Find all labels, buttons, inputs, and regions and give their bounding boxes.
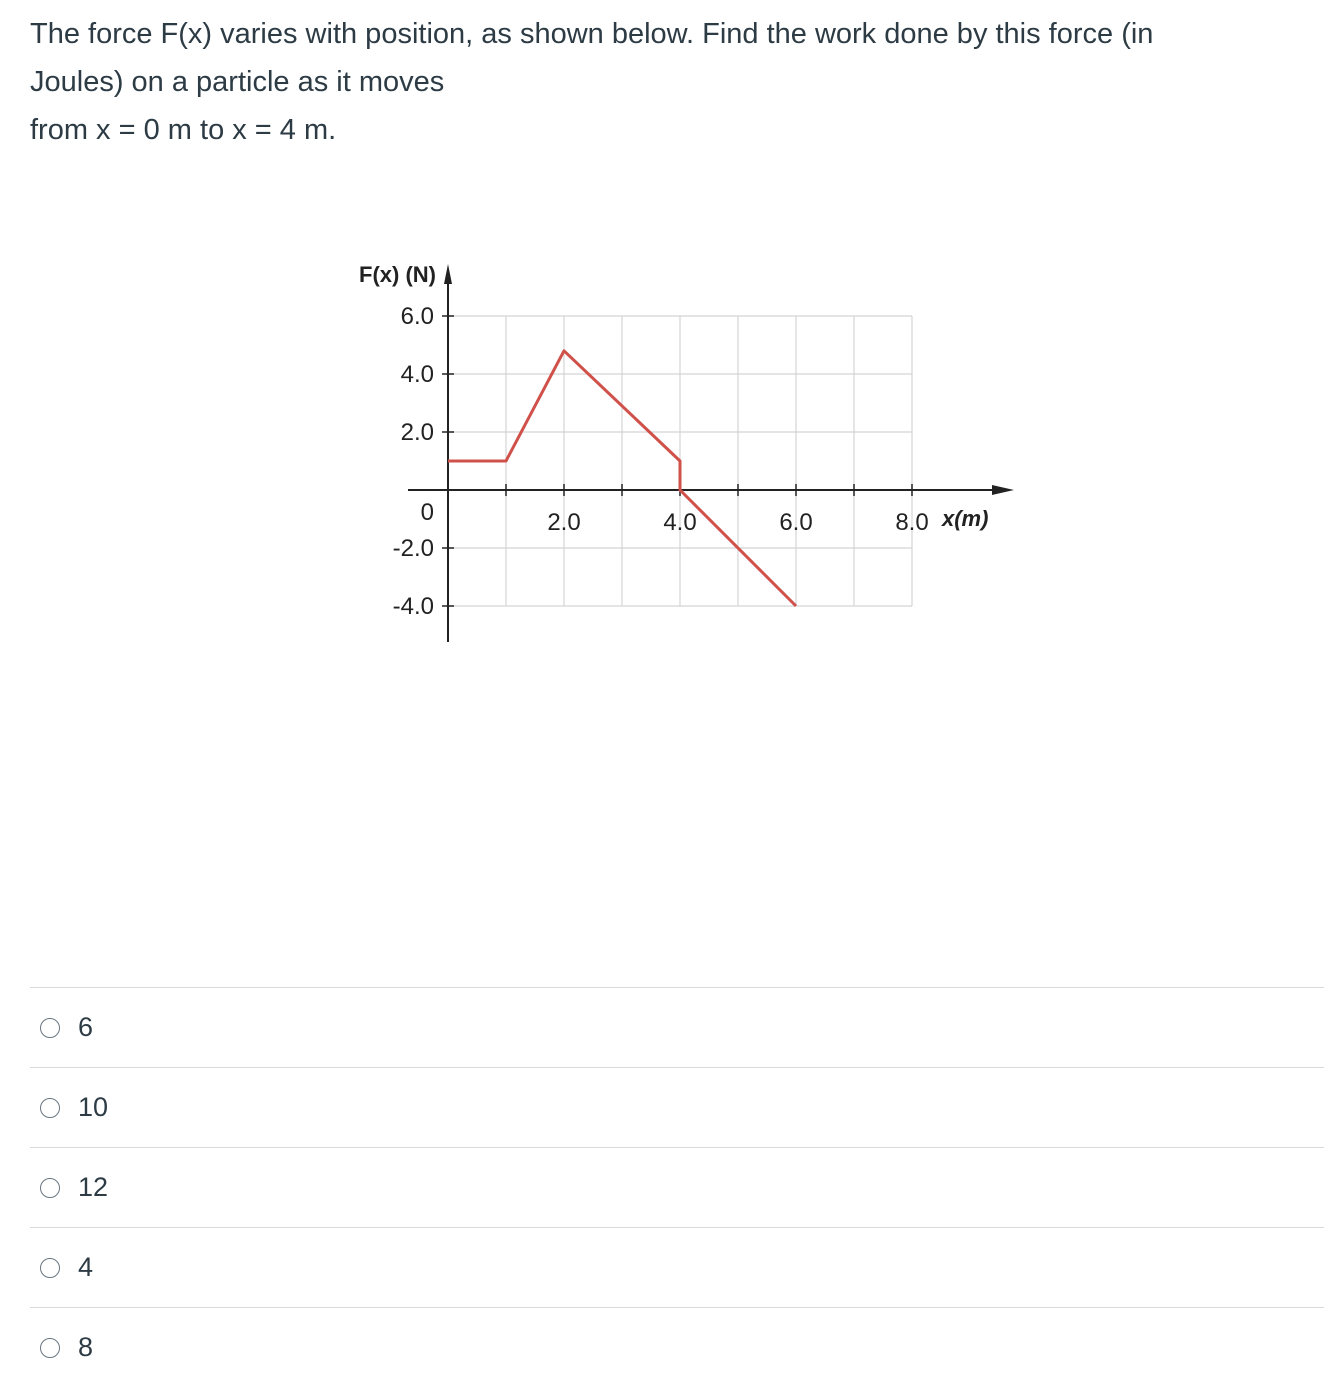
y-axis-label: F(x) (N) [359, 262, 436, 287]
radio-button[interactable] [40, 1258, 60, 1278]
radio-button[interactable] [40, 1098, 60, 1118]
y-tick-label: 2.0 [400, 419, 434, 446]
y-tick-label: -4.0 [392, 593, 434, 620]
axes [408, 264, 1014, 642]
x-tick-label: 8.0 [895, 509, 929, 536]
answer-label: 10 [78, 1092, 109, 1122]
question-text [30, 10, 1290, 154]
force-graph-svg [310, 250, 1030, 650]
answer-option[interactable] [30, 1227, 1324, 1307]
radio-button[interactable] [40, 1178, 60, 1198]
y-tick-label: 4.0 [400, 361, 434, 388]
y-tick-label: -2.0 [392, 535, 434, 562]
y-axis-arrow [444, 264, 452, 284]
answer-options [30, 987, 1324, 1387]
answer-option[interactable] [30, 1147, 1324, 1227]
x-tick-label: 2.0 [547, 509, 581, 536]
radio-button[interactable] [40, 1018, 60, 1038]
x-tick-label: 4.0 [663, 509, 697, 536]
x-tick-label: 6.0 [779, 509, 813, 536]
answer-label: 4 [78, 1252, 94, 1282]
question-line-1: The force F(x) varies with position, as shown below. Find the work done by this force (in [30, 18, 1154, 50]
answer-option[interactable] [30, 1307, 1324, 1387]
radio-button[interactable] [40, 1338, 60, 1358]
answer-option[interactable] [30, 1067, 1324, 1147]
ticks [442, 316, 912, 606]
x-axis-label: x(m) [942, 506, 989, 531]
answer-label: 8 [78, 1332, 94, 1362]
answer-option[interactable] [30, 987, 1324, 1067]
answer-label: 6 [78, 1012, 94, 1042]
y-tick-label: 0 [420, 499, 434, 526]
x-axis-arrow [992, 485, 1014, 495]
question-line-2: Joules) on a particle as it moves [30, 66, 445, 98]
answer-label: 12 [78, 1172, 109, 1202]
force-position-graph [310, 250, 1030, 650]
y-tick-label: 6.0 [400, 303, 434, 330]
question-line-3: from x = 0 m to x = 4 m. [30, 114, 337, 146]
